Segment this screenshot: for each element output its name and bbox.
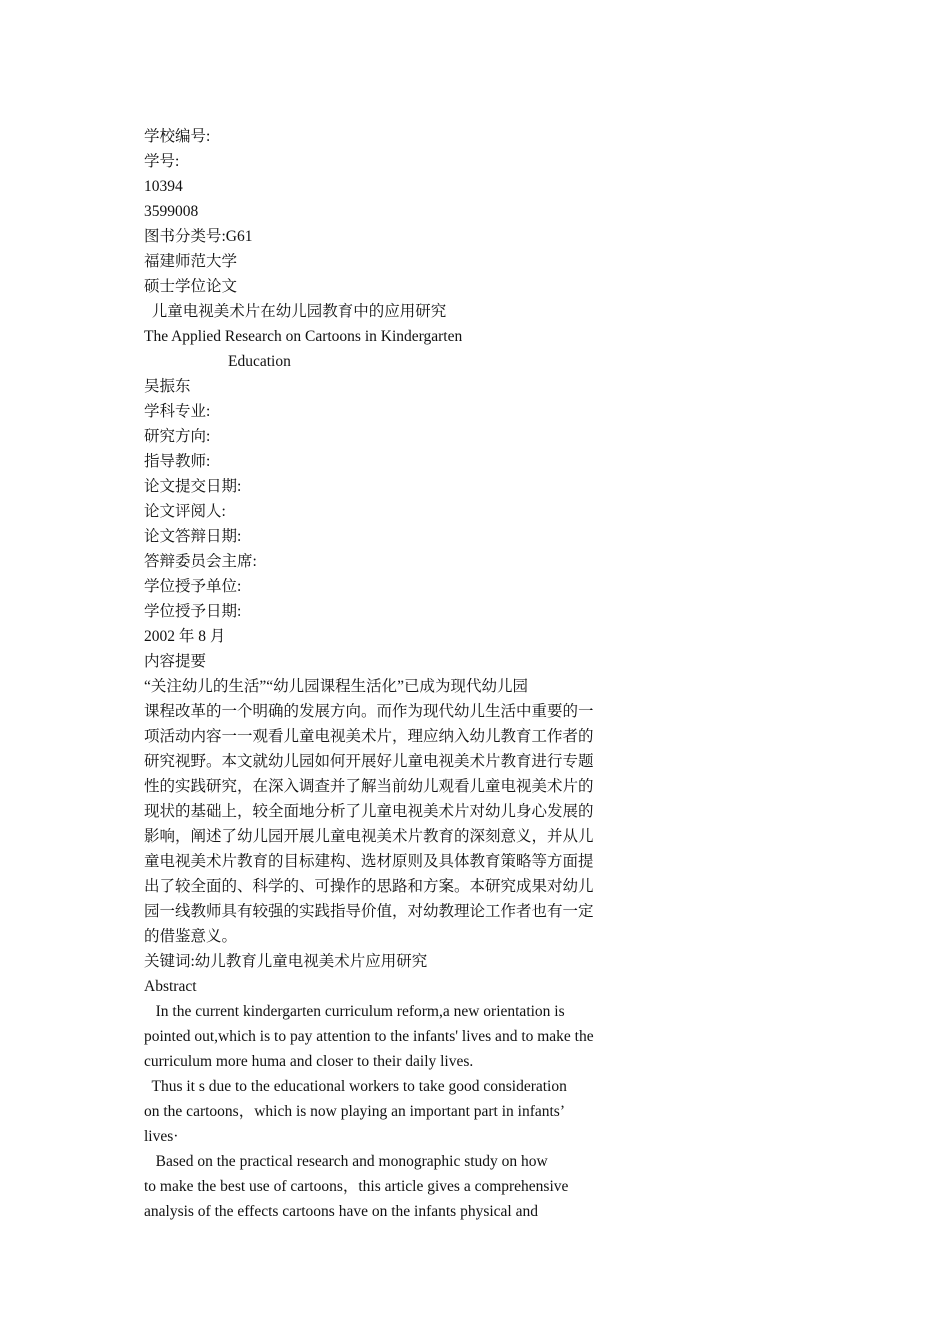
school-code-value: 10394 [144, 178, 183, 195]
abstract-zh-heading: 内容提要 [144, 653, 207, 670]
abstract-zh-line: 课程改革的一个明确的发展方向。而作为现代幼儿生活中重要的一 [144, 703, 594, 720]
abstract-zh-line: 的借鉴意义。 [144, 928, 238, 945]
thesis-title-zh: 儿童电视美术片在幼儿园教育中的应用研究 [144, 303, 447, 320]
field-committee-chair: 答辩委员会主席: [144, 553, 257, 570]
abstract-zh-line: “关注幼儿的生活”“幼儿园课程生活化”已成为现代幼儿园 [144, 678, 529, 695]
abstract-en-line: to make the best use of cartoons，this article gives a comprehensive [144, 1178, 569, 1195]
field-degree-date: 学位授予日期: [144, 603, 242, 620]
thesis-title-en: The Applied Research on Cartoons in Kindergarten [144, 328, 463, 345]
abstract-en-line: Thus it s due to the educational workers to take good consideration [144, 1078, 567, 1095]
abstract-en-line: Based on the practical research and monographic study on how [144, 1153, 548, 1170]
field-research-direction: 研究方向: [144, 428, 211, 445]
abstract-en-line: pointed out,which is to pay attention to the infants' lives and to make the [144, 1028, 594, 1045]
abstract-zh-line: 出了较全面的、科学的、可操作的思路和方案。本研究成果对幼儿 [144, 878, 594, 895]
keywords: 关键词:幼儿教育儿童电视美术片应用研究 [144, 953, 428, 970]
student-no-value: 3599008 [144, 203, 199, 220]
abstract-zh-line: 现状的基础上，较全面地分析了儿童电视美术片对幼儿身心发展的 [144, 803, 594, 820]
abstract-zh-line: 性的实践研究，在深入调查并了解当前幼儿观看儿童电视美术片的 [144, 778, 594, 795]
degree-type: 硕士学位论文 [144, 278, 238, 295]
abstract-en-line: analysis of the effects cartoons have on the infants physical and [144, 1203, 538, 1220]
thesis-date: 2002 年 8 月 [144, 628, 226, 645]
student-no-label: 学号: [144, 153, 180, 170]
abstract-zh-line: 项活动内容一一观看儿童电视美术片，理应纳入幼儿教育工作者的 [144, 728, 594, 745]
abstract-en-line: In the current kindergarten curriculum reform,a new orientation is [144, 1003, 565, 1020]
classification-number: 图书分类号:G61 [144, 228, 253, 245]
school-code-label: 学校编号: [144, 128, 211, 145]
field-submission-date: 论文提交日期: [144, 478, 242, 495]
abstract-en-heading: Abstract [144, 978, 197, 995]
abstract-en-line: curriculum more huma and closer to their daily lives. [144, 1053, 474, 1070]
field-major: 学科专业: [144, 403, 211, 420]
field-advisor: 指导教师: [144, 453, 211, 470]
author-name: 吴振东 [144, 378, 191, 395]
abstract-en-line: on the cartoons，which is now playing an important part in infants’ [144, 1103, 565, 1120]
document-page [144, 124, 644, 1224]
field-degree-institution: 学位授予单位: [144, 578, 242, 595]
university-name: 福建师范大学 [144, 253, 238, 270]
abstract-zh-line: 研究视野。本文就幼儿园如何开展好儿童电视美术片教育进行专题 [144, 753, 594, 770]
field-defense-date: 论文答辩日期: [144, 528, 242, 545]
abstract-en-line: lives· [144, 1128, 179, 1145]
field-reviewer: 论文评阅人: [144, 503, 226, 520]
thesis-title-en-continued: Education [228, 353, 291, 370]
abstract-zh-line: 园一线教师具有较强的实践指导价值，对幼教理论工作者也有一定 [144, 903, 594, 920]
abstract-zh-line: 童电视美术片教育的目标建构、选材原则及具体教育策略等方面提 [144, 853, 594, 870]
abstract-zh-line: 影响，阐述了幼儿园开展儿童电视美术片教育的深刻意义，并从儿 [144, 828, 594, 845]
